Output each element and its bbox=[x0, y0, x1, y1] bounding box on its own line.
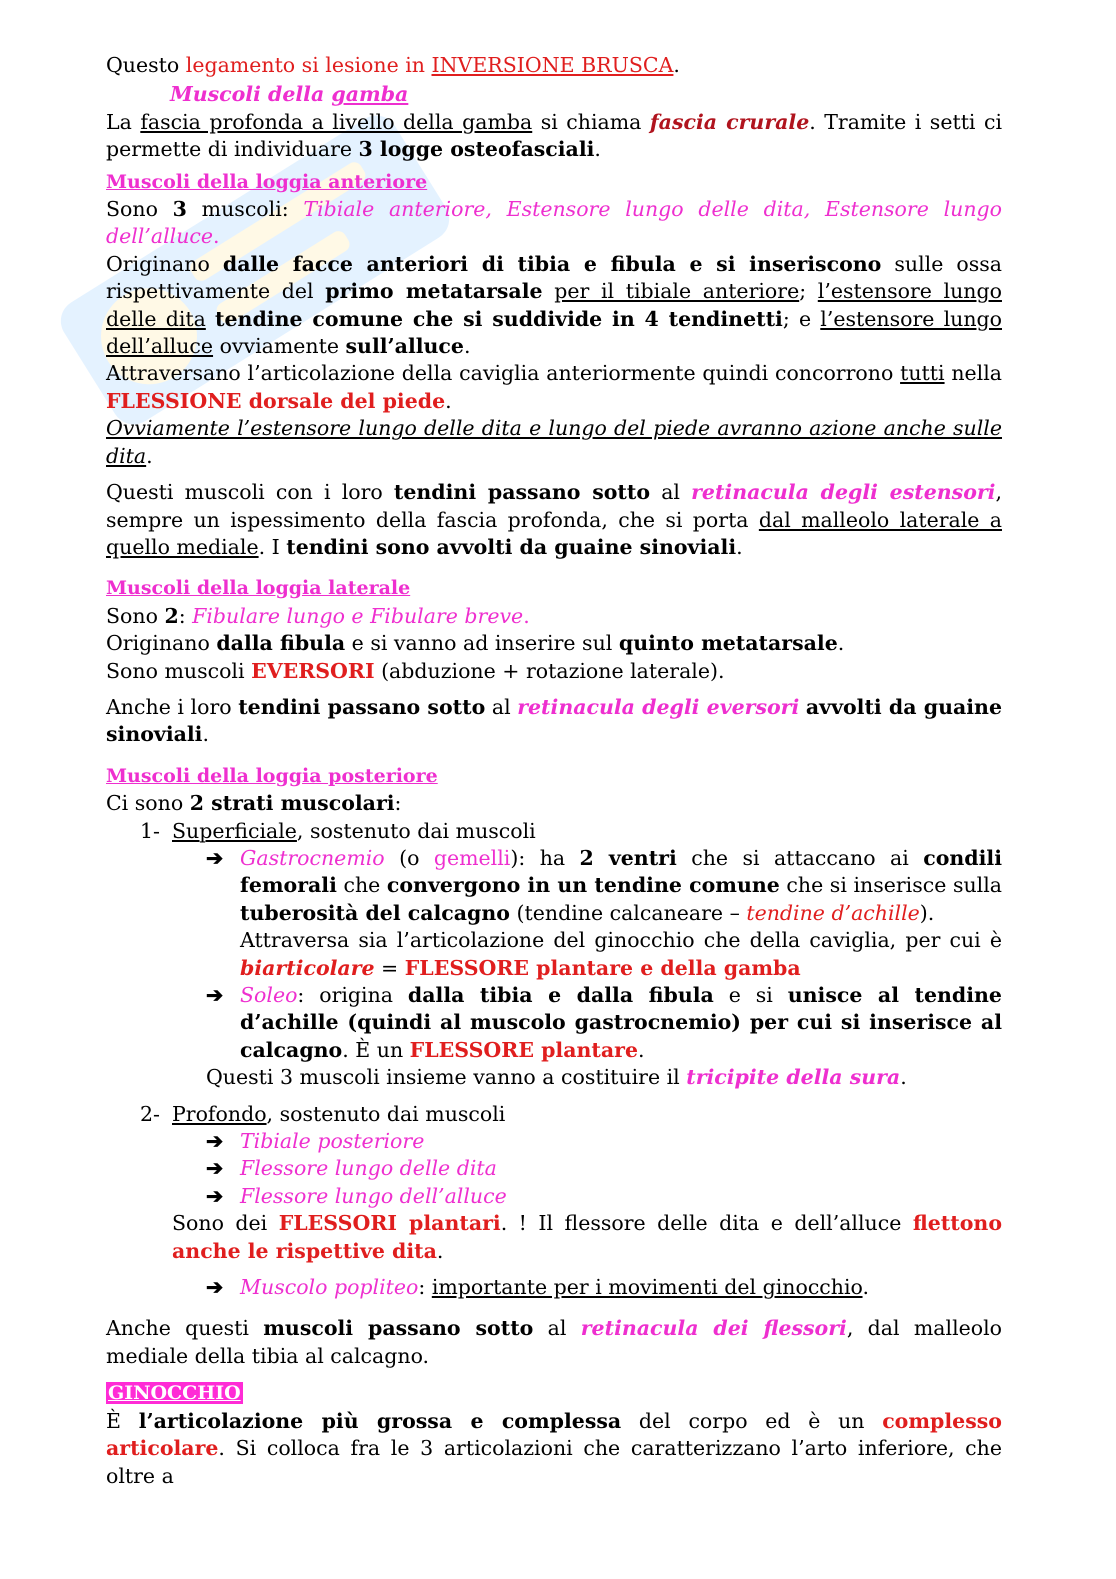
heading-loggia-anteriore: Muscoli della loggia anteriore bbox=[106, 170, 428, 193]
paragraph-retinacula-flessori: Anche questi muscoli passano sotto al retinacula dei flessori, dal malleolo mediale della tibia al calcagno. bbox=[106, 1316, 1002, 1368]
paragraph-lateral-tendons: Anche i loro tendini passano sotto al retinacula degli eversori avvolti da guaine sinoviali. bbox=[106, 694, 1002, 747]
paragraph-anterior-note: Ovviamente l’estensore lungo delle dita e lungo del piede avranno azione anche sulle dita. bbox=[106, 416, 1002, 468]
gastrocnemio-biarticolare: Attraversa sia l’articolazione del ginocchio che della caviglia, per cui è biarticolare = FLESSORE plantare e della gamba bbox=[240, 928, 1002, 980]
list-item-flessore-alluce: ➔ Flessore lungo dell’alluce bbox=[106, 1183, 1002, 1210]
section-title-muscoli-gamba: Muscoli della gamba bbox=[170, 82, 409, 107]
list-item-popliteo: ➔ Muscolo popliteo: importante per i movimenti del ginocchio. bbox=[106, 1274, 1002, 1301]
arrow-icon: ➔ bbox=[206, 1129, 224, 1154]
arrow-icon: ➔ bbox=[206, 845, 224, 870]
heading-loggia-posteriore: Muscoli della loggia posteriore bbox=[106, 764, 438, 787]
paragraph-fascia-crurale: La fascia profonda a livello della gamba si chiama fascia crurale. Tramite i setti ci permette di individuare 3 logge osteofasciali. bbox=[106, 109, 1002, 162]
paragraph-anterior-muscles: Sono 3 muscoli: Tibiale anteriore, Estensore lungo delle dita, Estensore lungo dell’alluce. bbox=[106, 197, 1002, 249]
paragraph-posterior-layers: Ci sono 2 strati muscolari: bbox=[106, 791, 402, 816]
paragraph-anterior-origin: Originano dalle facce anteriori di tibia e fibula e si inseriscono sulle ossa rispettivamente del primo metatarsale per il tibiale anteriore; l’estensore lungo delle dita tendine comune che si suddivide in 4 tendinetti; e l’estensore lungo dell’alluce ovviamente sull’alluce. bbox=[106, 251, 1002, 359]
list-item-superficiale: 1- Superficiale, sostenuto dai muscoli bbox=[140, 818, 536, 843]
list-item-profondo: 2- Profondo, sostenuto dai muscoli bbox=[140, 1101, 506, 1126]
paragraph-lateral-origin: Originano dalla fibula e si vanno ad inserire sul quinto metatarsale. bbox=[106, 631, 845, 656]
paragraph-lateral-muscles: Sono 2: Fibulare lungo e Fibulare breve. bbox=[106, 603, 530, 628]
document-page bbox=[106, 52, 1002, 1490]
heading-loggia-laterale: Muscoli della loggia laterale bbox=[106, 577, 411, 600]
arrow-icon: ➔ bbox=[206, 1183, 224, 1208]
intro-line: Questo legamento si lesione in INVERSIONE BRUSCA. bbox=[106, 53, 680, 77]
arrow-icon: ➔ bbox=[206, 1156, 224, 1181]
list-item-soleo bbox=[106, 982, 1002, 1064]
arrow-icon: ➔ bbox=[206, 983, 224, 1007]
soleo-text: Soleo: origina dalla tibia e dalla fibula e si unisce al tendine d’achille (quindi al muscolo gastrocnemio) per cui si inserisce al calcagno. È un FLESSORE plantare. bbox=[240, 983, 1002, 1062]
paragraph-anterior-tendons: Questi muscoli con i loro tendini passano sotto al retinacula degli estensori, sempre un ispessimento della fascia profonda, che si porta dal malleolo laterale a quello mediale. I tendini sono avvolti da guaine sinoviali. bbox=[106, 480, 1002, 559]
paragraph-lateral-function: Sono muscoli EVERSORI (abduzione + rotazione laterale). bbox=[106, 658, 725, 683]
arrow-icon: ➔ bbox=[206, 1275, 224, 1300]
gastrocnemio-text: Gastrocnemio (o gemelli): ha 2 ventri che si attaccano ai condili femorali che convergono in un tendine comune che si inserisce sulla tuberosità del calcagno (tendine calcaneare – tendine d’achille). bbox=[240, 845, 1003, 925]
paragraph-flessori: Sono dei FLESSORI plantari. ! Il flessore delle dita e dell’alluce flettono anche le rispettive dita. bbox=[172, 1211, 1002, 1263]
paragraph-tricipite: Questi 3 muscoli insieme vanno a costituire il tricipite della sura. bbox=[206, 1065, 907, 1090]
paragraph-ginocchio: È l’articolazione più grossa e complessa del corpo ed è un complesso articolare. Si colloca fra le 3 articolazioni che caratterizzano l’arto inferiore, che oltre a bbox=[106, 1408, 1002, 1488]
paragraph-anterior-function: Attraversano l’articolazione della caviglia anteriormente quindi concorrono tutti nella FLESSIONE dorsale del piede. bbox=[106, 361, 1003, 413]
list-item-flessore-dita: ➔ Flessore lungo delle dita bbox=[106, 1155, 1002, 1182]
list-item-gastrocnemio bbox=[106, 845, 1002, 982]
heading-ginocchio: GINOCCHIO bbox=[108, 1382, 241, 1405]
list-item-tibiale-posteriore: ➔ Tibiale posteriore bbox=[106, 1128, 1002, 1155]
